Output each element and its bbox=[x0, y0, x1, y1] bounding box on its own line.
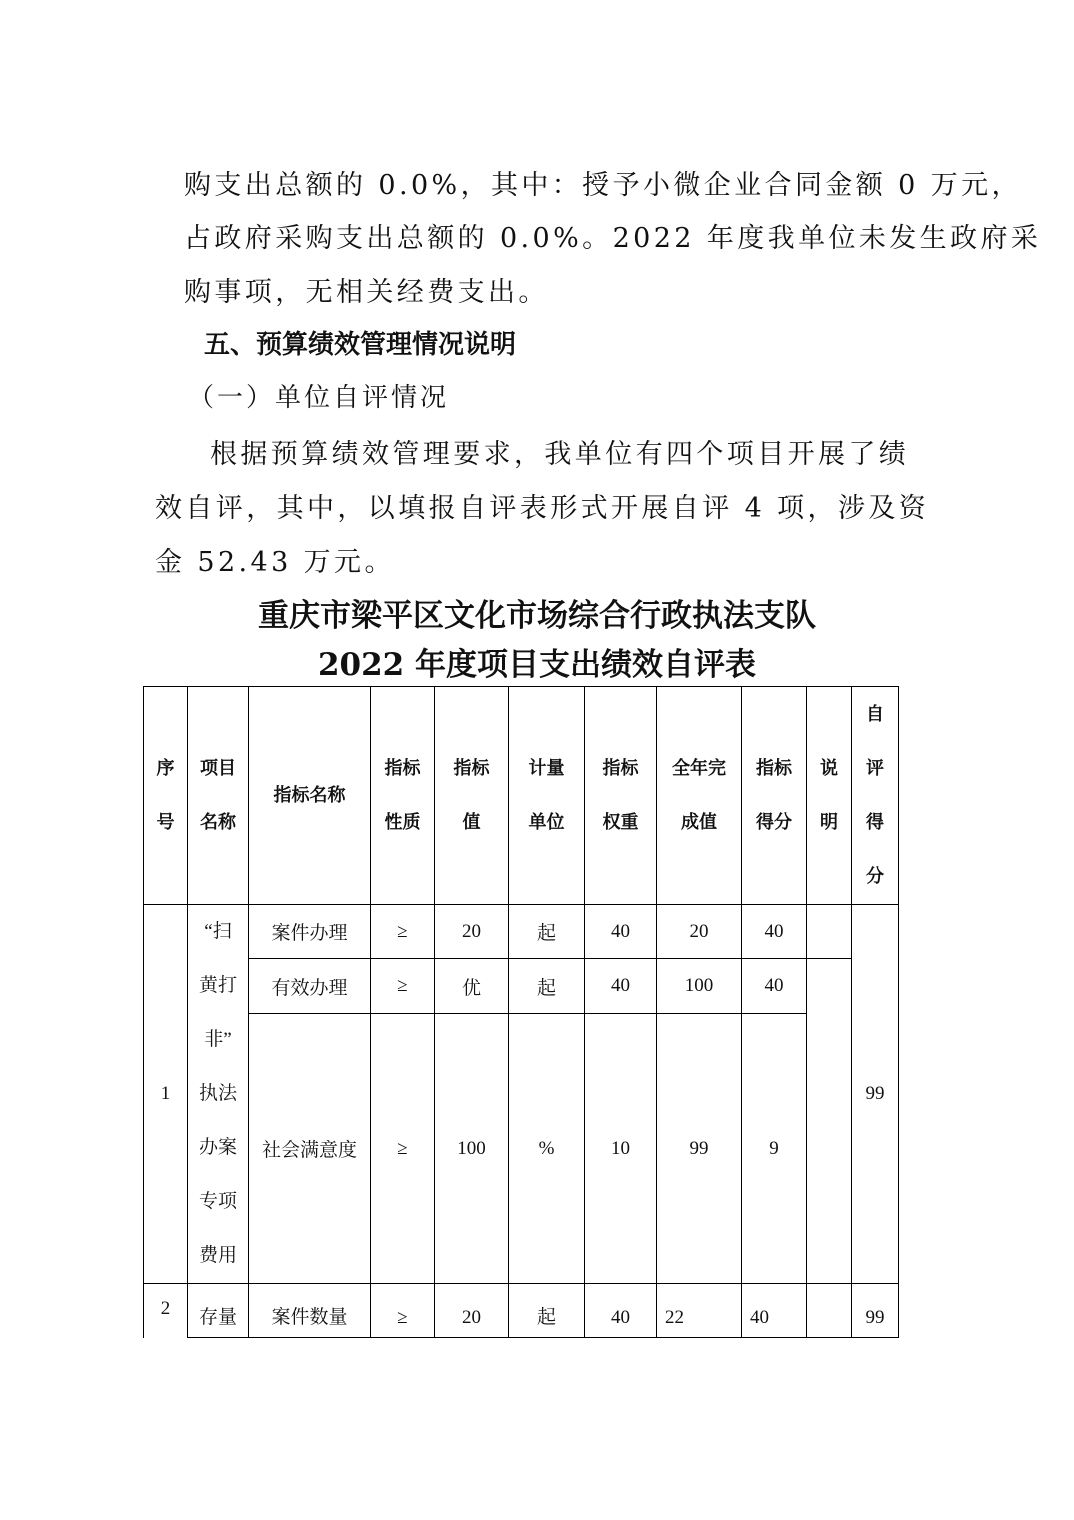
header-note: 说 明 bbox=[807, 687, 852, 905]
note-cell bbox=[807, 959, 852, 1284]
table-header-row bbox=[144, 687, 899, 905]
indicator-value-cell: 优 bbox=[435, 959, 509, 1014]
indicator-value-cell: 20 bbox=[435, 1284, 509, 1338]
annual-value-cell: 100 bbox=[657, 959, 742, 1014]
weight-cell: 40 bbox=[585, 905, 657, 959]
indicator-nature-cell: ≥ bbox=[371, 959, 435, 1014]
weight-cell: 40 bbox=[585, 1284, 657, 1338]
project1-seq: 1 bbox=[144, 905, 188, 1284]
indicator-nature-cell: ≥ bbox=[371, 1014, 435, 1284]
project2-self-score: 99 bbox=[852, 1284, 899, 1338]
table-title-line-2: 2022 年度项目支出绩效自评表 bbox=[317, 647, 757, 683]
header-self-score: 自 评 得 分 bbox=[852, 687, 899, 905]
paragraph-line-1: 购支出总额的 0.0%，其中：授予小微企业合同金额 0 万元， bbox=[184, 170, 1022, 201]
annual-value-cell: 22 bbox=[657, 1284, 742, 1338]
annual-value-cell: 20 bbox=[657, 905, 742, 959]
table-row bbox=[144, 959, 899, 1014]
indicator-value-cell: 100 bbox=[435, 1014, 509, 1284]
indicator-name-cell: 有效办理 bbox=[249, 959, 371, 1014]
score-cell: 40 bbox=[742, 905, 807, 959]
note-cell bbox=[807, 1284, 852, 1338]
subsection-heading: （一）单位自评情况 bbox=[188, 383, 450, 413]
unit-cell: % bbox=[509, 1014, 585, 1284]
section-heading: 五、预算绩效管理情况说明 bbox=[204, 330, 517, 360]
paragraph-line-3: 购事项，无相关经费支出。 bbox=[184, 277, 549, 308]
table-title-line-1: 重庆市梁平区文化市场综合行政执法支队 bbox=[258, 598, 816, 634]
project1-self-score: 99 bbox=[852, 905, 899, 1284]
annual-value-cell: 99 bbox=[657, 1014, 742, 1284]
header-indicator-value: 指标 值 bbox=[435, 687, 509, 905]
project2-seq: 2 bbox=[144, 1284, 188, 1338]
header-seq: 序 号 bbox=[144, 687, 188, 905]
indicator-name-cell: 案件数量 bbox=[249, 1284, 371, 1338]
unit-cell: 起 bbox=[509, 959, 585, 1014]
performance-evaluation-table bbox=[143, 686, 899, 1338]
indicator-nature-cell: ≥ bbox=[371, 1284, 435, 1338]
unit-cell: 起 bbox=[509, 1284, 585, 1338]
note-cell bbox=[807, 905, 852, 959]
weight-cell: 10 bbox=[585, 1014, 657, 1284]
indicator-value-cell: 20 bbox=[435, 905, 509, 959]
score-cell: 40 bbox=[742, 959, 807, 1014]
header-annual-value: 全年完 成值 bbox=[657, 687, 742, 905]
table-row bbox=[144, 1284, 899, 1338]
paragraph-line-2: 占政府采购支出总额的 0.0%。2022 年度我单位未发生政府采 bbox=[184, 223, 1042, 254]
unit-cell: 起 bbox=[509, 905, 585, 959]
header-indicator-nature: 指标 性质 bbox=[371, 687, 435, 905]
header-unit: 计量 单位 bbox=[509, 687, 585, 905]
header-indicator-name: 指标名称 bbox=[249, 687, 371, 905]
score-cell: 9 bbox=[742, 1014, 807, 1284]
indicator-name-cell: 社会满意度 bbox=[249, 1014, 371, 1284]
header-weight: 指标 权重 bbox=[585, 687, 657, 905]
table-row bbox=[144, 905, 899, 959]
header-score: 指标 得分 bbox=[742, 687, 807, 905]
body-line-2: 效自评，其中，以填报自评表形式开展自评 4 项，涉及资 bbox=[155, 493, 930, 524]
project1-name: “扫 黄打 非” 执法 办案 专项 费用 bbox=[188, 905, 249, 1284]
header-project-name: 项目 名称 bbox=[188, 687, 249, 905]
indicator-name-cell: 案件办理 bbox=[249, 905, 371, 959]
body-line-1: 根据预算绩效管理要求，我单位有四个项目开展了绩 bbox=[210, 439, 910, 470]
body-line-3: 金 52.43 万元。 bbox=[155, 547, 395, 578]
project2-name: 存量 bbox=[188, 1284, 249, 1338]
score-cell: 40 bbox=[742, 1284, 807, 1338]
weight-cell: 40 bbox=[585, 959, 657, 1014]
indicator-nature-cell: ≥ bbox=[371, 905, 435, 959]
table-row bbox=[144, 1014, 899, 1284]
